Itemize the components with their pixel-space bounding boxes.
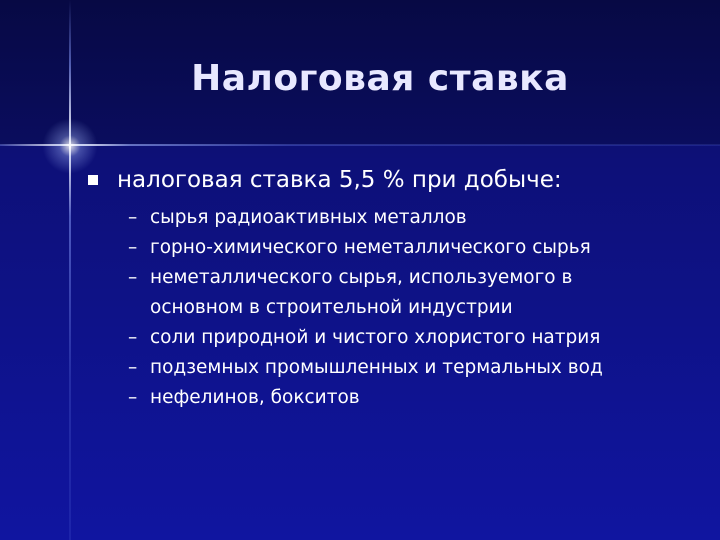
- sub-bullet-item: [128, 353, 708, 383]
- main-bullet: [88, 165, 698, 195]
- dash-bullet-icon: –: [128, 237, 138, 258]
- sub-bullet-text: сырья радиоактивных металлов: [150, 207, 467, 228]
- sub-bullet-item: [128, 203, 708, 233]
- dash-bullet-icon: –: [128, 357, 138, 378]
- dash-bullet-icon: –: [128, 267, 138, 288]
- sub-bullet-list: [128, 203, 708, 413]
- sparkle-vertical-line: [69, 0, 71, 540]
- sub-bullet-line: неметаллического сырья, используемого в: [150, 267, 573, 288]
- sub-bullet-text: горно-химического неметаллического сырья: [150, 237, 591, 258]
- sub-bullet-text: подземных промышленных и термальных вод: [150, 357, 603, 378]
- sub-bullet-text-multiline: [150, 263, 708, 323]
- sub-bullet-text: нефелинов, бокситов: [150, 387, 360, 408]
- dash-bullet-icon: –: [128, 207, 138, 228]
- square-bullet-icon: [88, 175, 98, 185]
- sparkle-horizontal-line: [0, 144, 720, 146]
- slide-title: Налоговая ставка: [191, 58, 569, 99]
- sub-bullet-text: соли природной и чистого хлористого натрия: [150, 327, 601, 348]
- sub-bullet-item: [128, 263, 708, 323]
- sub-bullet-item: [128, 323, 708, 353]
- dash-bullet-icon: –: [128, 327, 138, 348]
- main-bullet-text: налоговая ставка 5,5 % при добыче:: [117, 167, 562, 193]
- sub-bullet-line: основном в строительной индустрии: [150, 297, 513, 318]
- sub-bullet-item: [128, 383, 708, 413]
- sub-bullet-item: [128, 233, 708, 263]
- dash-bullet-icon: –: [128, 387, 138, 408]
